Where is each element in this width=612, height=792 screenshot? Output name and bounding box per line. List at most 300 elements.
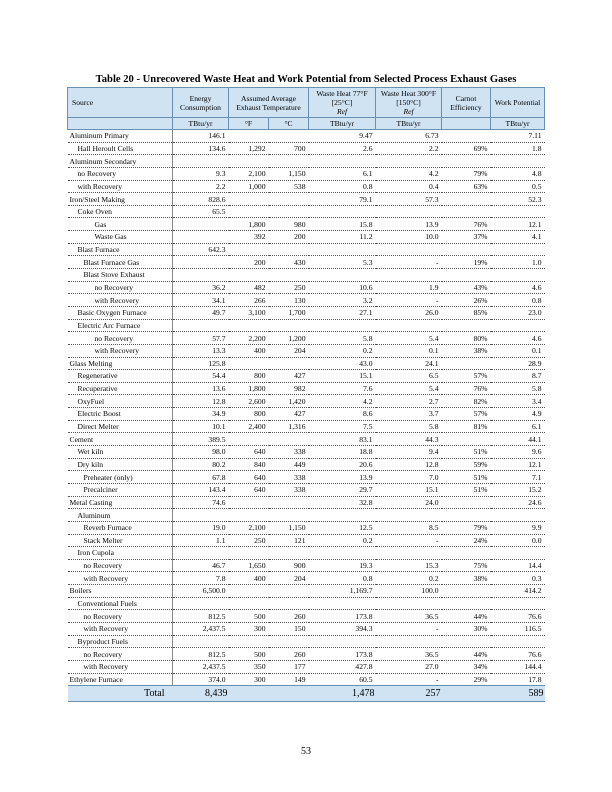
temp-f-cell xyxy=(229,243,269,256)
table-row xyxy=(68,471,545,484)
temp-c-cell: 338 xyxy=(269,483,309,496)
work-cell xyxy=(491,205,545,218)
energy-cell: 374.0 xyxy=(173,673,229,686)
work-cell: 14.4 xyxy=(491,559,545,572)
header-waste-heat-300 xyxy=(376,88,442,118)
table-row xyxy=(68,155,545,168)
energy-cell xyxy=(173,231,229,244)
temp-f-cell: 500 xyxy=(229,648,269,661)
work-cell: 12.1 xyxy=(491,218,545,231)
source-cell: no Recovery xyxy=(68,281,173,294)
energy-cell: 2,437.5 xyxy=(173,660,229,673)
table-row xyxy=(68,572,545,585)
waste-heat-77-cell: 20.6 xyxy=(309,458,376,471)
temp-c-cell xyxy=(269,193,309,206)
temp-c-cell: 1,150 xyxy=(269,521,309,534)
temp-f-cell: 1,292 xyxy=(229,142,269,155)
header-carnot-efficiency: Carnot Efficiency xyxy=(442,88,491,118)
temp-c-cell: 200 xyxy=(269,231,309,244)
temp-f-cell: 2,600 xyxy=(229,395,269,408)
temp-f-cell: 482 xyxy=(229,281,269,294)
table-row xyxy=(68,420,545,433)
carnot-cell: 44% xyxy=(442,610,491,623)
carnot-cell: 34% xyxy=(442,660,491,673)
temp-c-cell: 260 xyxy=(269,648,309,661)
table-row xyxy=(68,344,545,357)
work-cell: 76.6 xyxy=(491,648,545,661)
waste-heat-300-cell: 6.73 xyxy=(376,130,442,143)
temp-c-cell xyxy=(269,496,309,509)
work-cell: 7.1 xyxy=(491,471,545,484)
source-cell: Wet kiln xyxy=(68,446,173,459)
table-row xyxy=(68,547,545,560)
table-row xyxy=(68,622,545,635)
energy-cell: 12.8 xyxy=(173,395,229,408)
carnot-cell: 51% xyxy=(442,471,491,484)
waste-heat-77-cell xyxy=(309,509,376,522)
source-cell: Gas xyxy=(68,218,173,231)
temp-f-cell: 640 xyxy=(229,483,269,496)
source-cell: Direct Melter xyxy=(68,420,173,433)
waste-heat-300-cell xyxy=(376,547,442,560)
table-row xyxy=(68,673,545,686)
waste-heat-300-cell: - xyxy=(376,256,442,269)
table-row xyxy=(68,231,545,244)
carnot-cell: 57% xyxy=(442,408,491,421)
waste-heat-300-cell: 2.7 xyxy=(376,395,442,408)
table-row xyxy=(68,142,545,155)
carnot-cell xyxy=(442,155,491,168)
waste-heat-300-cell xyxy=(376,509,442,522)
table-row xyxy=(68,167,545,180)
waste-heat-300-cell: 5.4 xyxy=(376,382,442,395)
table-row xyxy=(68,269,545,282)
table-row xyxy=(68,559,545,572)
energy-cell: 49.7 xyxy=(173,306,229,319)
temp-c-cell: 149 xyxy=(269,673,309,686)
waste-heat-77-cell xyxy=(309,243,376,256)
table-row xyxy=(68,294,545,307)
energy-cell: 67.8 xyxy=(173,471,229,484)
work-cell: 44.1 xyxy=(491,433,545,446)
unit-carnot xyxy=(442,118,491,130)
waste-heat-300-cell: 1.9 xyxy=(376,281,442,294)
temp-f-cell: 400 xyxy=(229,344,269,357)
energy-cell: 6,500.0 xyxy=(173,585,229,598)
table-row xyxy=(68,319,545,332)
work-cell: 0.8 xyxy=(491,294,545,307)
temp-f-cell: 840 xyxy=(229,458,269,471)
energy-cell xyxy=(173,155,229,168)
source-cell: with Recovery xyxy=(68,622,173,635)
temp-f-cell: 200 xyxy=(229,256,269,269)
temp-f-cell xyxy=(229,496,269,509)
work-cell: 0.1 xyxy=(491,344,545,357)
carnot-cell: 30% xyxy=(442,622,491,635)
temp-c-cell xyxy=(269,509,309,522)
waste-heat-300-cell: 10.0 xyxy=(376,231,442,244)
carnot-cell: 26% xyxy=(442,294,491,307)
temp-f-cell xyxy=(229,635,269,648)
waste-heat-77-cell: 13.9 xyxy=(309,471,376,484)
table-row xyxy=(68,660,545,673)
table-row xyxy=(68,534,545,547)
temp-c-cell xyxy=(269,635,309,648)
work-cell: 8.7 xyxy=(491,370,545,383)
table-row xyxy=(68,521,545,534)
page-number: 53 xyxy=(301,746,311,757)
waste-heat-77-cell: 79.1 xyxy=(309,193,376,206)
source-cell: Aluminum xyxy=(68,509,173,522)
work-cell xyxy=(491,547,545,560)
source-cell: Precalciner xyxy=(68,483,173,496)
table-row xyxy=(68,193,545,206)
work-cell: 5.8 xyxy=(491,382,545,395)
temp-c-cell: 900 xyxy=(269,559,309,572)
temp-c-cell xyxy=(269,547,309,560)
source-cell: with Recovery xyxy=(68,572,173,585)
temp-c-cell xyxy=(269,269,309,282)
table-row xyxy=(68,446,545,459)
waste-heat-300-cell: 0.2 xyxy=(376,572,442,585)
total-temp-f xyxy=(229,686,269,702)
work-cell: 4.1 xyxy=(491,231,545,244)
work-cell: 15.2 xyxy=(491,483,545,496)
waste-heat-300-cell xyxy=(376,205,442,218)
source-cell: Regenerative xyxy=(68,370,173,383)
temp-c-cell: 204 xyxy=(269,344,309,357)
temp-c-cell: 1,200 xyxy=(269,332,309,345)
source-cell: Boilers xyxy=(68,585,173,598)
energy-cell xyxy=(173,547,229,560)
temp-c-cell: 121 xyxy=(269,534,309,547)
source-cell: no Recovery xyxy=(68,648,173,661)
temp-c-cell: 177 xyxy=(269,660,309,673)
temp-f-cell: 2,200 xyxy=(229,332,269,345)
waste-heat-77-cell: 0.8 xyxy=(309,180,376,193)
table-row xyxy=(68,635,545,648)
temp-c-cell xyxy=(269,433,309,446)
waste-heat-300-cell: - xyxy=(376,294,442,307)
carnot-cell: 79% xyxy=(442,521,491,534)
table-row xyxy=(68,332,545,345)
temp-f-cell: 640 xyxy=(229,446,269,459)
work-cell: 7.11 xyxy=(491,130,545,143)
temp-c-cell xyxy=(269,243,309,256)
temp-c-cell: 338 xyxy=(269,446,309,459)
carnot-cell: 51% xyxy=(442,483,491,496)
temp-c-cell xyxy=(269,357,309,370)
waste-heat-77-cell xyxy=(309,205,376,218)
source-cell: Recuperative xyxy=(68,382,173,395)
waste-heat-300-cell: 8.5 xyxy=(376,521,442,534)
waste-heat-77-cell: 6.1 xyxy=(309,167,376,180)
header-waste-heat-300-ref: Ref xyxy=(403,107,414,116)
waste-heat-300-cell xyxy=(376,155,442,168)
energy-cell: 143.4 xyxy=(173,483,229,496)
table-row xyxy=(68,610,545,623)
table-row xyxy=(68,281,545,294)
work-cell: 28.9 xyxy=(491,357,545,370)
waste-heat-300-cell: 7.0 xyxy=(376,471,442,484)
unit-source xyxy=(68,118,173,130)
waste-heat-77-cell xyxy=(309,155,376,168)
carnot-cell: 63% xyxy=(442,180,491,193)
source-cell: OxyFuel xyxy=(68,395,173,408)
unit-temp-f: °F xyxy=(229,118,269,130)
waste-heat-300-cell: 2.2 xyxy=(376,142,442,155)
waste-heat-300-cell: 6.5 xyxy=(376,370,442,383)
carnot-cell: 85% xyxy=(442,306,491,319)
source-cell: Basic Oxygen Furnace xyxy=(68,306,173,319)
energy-cell xyxy=(173,597,229,610)
energy-cell: 98.0 xyxy=(173,446,229,459)
temp-c-cell: 260 xyxy=(269,610,309,623)
total-temp-c xyxy=(269,686,309,702)
waste-heat-300-cell: 27.0 xyxy=(376,660,442,673)
source-cell: with Recovery xyxy=(68,344,173,357)
work-cell: 9.6 xyxy=(491,446,545,459)
work-cell: 6.1 xyxy=(491,420,545,433)
table-row xyxy=(68,306,545,319)
temp-c-cell: 980 xyxy=(269,218,309,231)
waste-heat-300-cell: 100.0 xyxy=(376,585,442,598)
waste-heat-77-cell: 29.7 xyxy=(309,483,376,496)
waste-heat-300-cell xyxy=(376,635,442,648)
waste-heat-300-cell: 15.1 xyxy=(376,483,442,496)
temp-f-cell: 266 xyxy=(229,294,269,307)
waste-heat-300-cell xyxy=(376,319,442,332)
carnot-cell xyxy=(442,269,491,282)
source-cell: Dry kiln xyxy=(68,458,173,471)
work-cell: 4.6 xyxy=(491,281,545,294)
waste-heat-300-cell: 0.1 xyxy=(376,344,442,357)
temp-f-cell: 3,100 xyxy=(229,306,269,319)
waste-heat-77-cell: 5.8 xyxy=(309,332,376,345)
source-cell: Electric Arc Furnace xyxy=(68,319,173,332)
temp-c-cell: 982 xyxy=(269,382,309,395)
carnot-cell: 79% xyxy=(442,167,491,180)
waste-heat-77-cell xyxy=(309,597,376,610)
energy-cell: 34.9 xyxy=(173,408,229,421)
carnot-cell: 37% xyxy=(442,231,491,244)
temp-c-cell: 150 xyxy=(269,622,309,635)
work-cell: 76.6 xyxy=(491,610,545,623)
total-work: 589 xyxy=(491,686,545,702)
source-cell: Preheater (only) xyxy=(68,471,173,484)
waste-heat-77-cell: 394.3 xyxy=(309,622,376,635)
temp-f-cell: 300 xyxy=(229,673,269,686)
carnot-cell: 82% xyxy=(442,395,491,408)
temp-f-cell: 350 xyxy=(229,660,269,673)
waste-heat-77-cell: 27.1 xyxy=(309,306,376,319)
carnot-cell: 19% xyxy=(442,256,491,269)
energy-cell: 9.3 xyxy=(173,167,229,180)
work-cell: 414.2 xyxy=(491,585,545,598)
temp-f-cell: 2,400 xyxy=(229,420,269,433)
carnot-cell xyxy=(442,193,491,206)
header-waste-heat-77-ref: Ref xyxy=(336,107,348,116)
temp-c-cell: 250 xyxy=(269,281,309,294)
waste-heat-300-cell: 36.5 xyxy=(376,648,442,661)
energy-cell: 19.0 xyxy=(173,521,229,534)
table-row xyxy=(68,382,545,395)
energy-cell: 36.2 xyxy=(173,281,229,294)
temp-c-cell xyxy=(269,585,309,598)
temp-c-cell: 1,316 xyxy=(269,420,309,433)
waste-heat-77-cell: 9.47 xyxy=(309,130,376,143)
carnot-cell xyxy=(442,130,491,143)
energy-cell: 2,437.5 xyxy=(173,622,229,635)
waste-heat-77-cell: 173.8 xyxy=(309,610,376,623)
temp-f-cell xyxy=(229,269,269,282)
work-cell: 1.0 xyxy=(491,256,545,269)
energy-cell xyxy=(173,509,229,522)
waste-heat-300-cell: 4.2 xyxy=(376,167,442,180)
table-row xyxy=(68,458,545,471)
source-cell: Iron/Steel Making xyxy=(68,193,173,206)
waste-heat-77-cell: 11.2 xyxy=(309,231,376,244)
header-waste-heat-300-text: Waste Heat 300°F [150°C] xyxy=(380,89,437,107)
waste-heat-300-cell: 57.3 xyxy=(376,193,442,206)
energy-cell xyxy=(173,269,229,282)
energy-cell: 642.3 xyxy=(173,243,229,256)
waste-heat-300-cell xyxy=(376,243,442,256)
work-cell: 4.8 xyxy=(491,167,545,180)
table-row xyxy=(68,218,545,231)
work-cell: 9.9 xyxy=(491,521,545,534)
waste-heat-300-cell: 24.1 xyxy=(376,357,442,370)
carnot-cell: 69% xyxy=(442,142,491,155)
source-cell: Blast Stove Exhaust xyxy=(68,269,173,282)
temp-f-cell xyxy=(229,357,269,370)
energy-cell: 389.5 xyxy=(173,433,229,446)
energy-cell: 46.7 xyxy=(173,559,229,572)
source-cell: Coke Oven xyxy=(68,205,173,218)
temp-f-cell xyxy=(229,193,269,206)
energy-cell: 74.6 xyxy=(173,496,229,509)
carnot-cell: 81% xyxy=(442,420,491,433)
waste-heat-77-cell: 15.8 xyxy=(309,218,376,231)
source-cell: with Recovery xyxy=(68,294,173,307)
energy-cell xyxy=(173,319,229,332)
carnot-cell xyxy=(442,433,491,446)
table-row xyxy=(68,370,545,383)
waste-heat-77-cell xyxy=(309,269,376,282)
carnot-cell: 80% xyxy=(442,332,491,345)
source-cell: Stack Melter xyxy=(68,534,173,547)
work-cell xyxy=(491,509,545,522)
waste-heat-300-cell: 5.8 xyxy=(376,420,442,433)
waste-heat-300-cell: 24.0 xyxy=(376,496,442,509)
source-cell: Blast Furnace Gas xyxy=(68,256,173,269)
temp-f-cell xyxy=(229,205,269,218)
waste-heat-77-cell xyxy=(309,635,376,648)
waste-heat-300-cell xyxy=(376,597,442,610)
work-cell: 0.3 xyxy=(491,572,545,585)
temp-c-cell: 130 xyxy=(269,294,309,307)
carnot-cell: 59% xyxy=(442,458,491,471)
temp-c-cell xyxy=(269,130,309,143)
source-cell: Metal Casting xyxy=(68,496,173,509)
carnot-cell: 75% xyxy=(442,559,491,572)
carnot-cell: 51% xyxy=(442,446,491,459)
unit-wh300: TBtu/yr xyxy=(376,118,442,130)
total-wh77: 1,478 xyxy=(309,686,376,702)
table-body xyxy=(68,130,545,686)
carnot-cell: 24% xyxy=(442,534,491,547)
work-cell xyxy=(491,243,545,256)
energy-cell: 2.2 xyxy=(173,180,229,193)
total-wh300: 257 xyxy=(376,686,442,702)
carnot-cell: 44% xyxy=(442,648,491,661)
work-cell: 0.5 xyxy=(491,180,545,193)
temp-c-cell: 430 xyxy=(269,256,309,269)
source-cell: Iron Cupola xyxy=(68,547,173,560)
source-cell: Waste Gas xyxy=(68,231,173,244)
temp-c-cell xyxy=(269,319,309,332)
waste-heat-77-cell: 12.5 xyxy=(309,521,376,534)
source-cell: no Recovery xyxy=(68,610,173,623)
temp-c-cell: 1,150 xyxy=(269,167,309,180)
work-cell: 12.1 xyxy=(491,458,545,471)
table-row xyxy=(68,496,545,509)
source-cell: no Recovery xyxy=(68,167,173,180)
temp-f-cell: 392 xyxy=(229,231,269,244)
temp-f-cell: 250 xyxy=(229,534,269,547)
header-waste-heat-77-text: Waste Heat 77°F [25°C] xyxy=(316,89,368,107)
waste-heat-77-cell: 83.1 xyxy=(309,433,376,446)
carnot-cell: 43% xyxy=(442,281,491,294)
source-cell: Glass Melting xyxy=(68,357,173,370)
waste-heat-table xyxy=(67,87,545,702)
unit-energy: TBtu/yr xyxy=(173,118,229,130)
energy-cell xyxy=(173,218,229,231)
table-row xyxy=(68,585,545,598)
waste-heat-300-cell: 26.0 xyxy=(376,306,442,319)
temp-c-cell: 700 xyxy=(269,142,309,155)
carnot-cell xyxy=(442,319,491,332)
work-cell xyxy=(491,155,545,168)
header-waste-heat-77 xyxy=(309,88,376,118)
waste-heat-300-cell: 0.4 xyxy=(376,180,442,193)
source-cell: Aluminum Primary xyxy=(68,130,173,143)
energy-cell: 13.6 xyxy=(173,382,229,395)
waste-heat-77-cell: 15.1 xyxy=(309,370,376,383)
table-row xyxy=(68,408,545,421)
table-row xyxy=(68,357,545,370)
carnot-cell: 76% xyxy=(442,218,491,231)
table-row xyxy=(68,205,545,218)
source-cell: no Recovery xyxy=(68,332,173,345)
waste-heat-300-cell: 12.8 xyxy=(376,458,442,471)
waste-heat-300-cell: 5.4 xyxy=(376,332,442,345)
temp-c-cell: 538 xyxy=(269,180,309,193)
energy-cell: 134.6 xyxy=(173,142,229,155)
temp-f-cell xyxy=(229,509,269,522)
energy-cell xyxy=(173,256,229,269)
energy-cell: 34.1 xyxy=(173,294,229,307)
work-cell: 4.6 xyxy=(491,332,545,345)
carnot-cell: 29% xyxy=(442,673,491,686)
energy-cell: 146.1 xyxy=(173,130,229,143)
temp-f-cell xyxy=(229,547,269,560)
energy-cell: 65.5 xyxy=(173,205,229,218)
carnot-cell xyxy=(442,635,491,648)
energy-cell: 812.5 xyxy=(173,648,229,661)
temp-c-cell: 204 xyxy=(269,572,309,585)
temp-f-cell xyxy=(229,155,269,168)
